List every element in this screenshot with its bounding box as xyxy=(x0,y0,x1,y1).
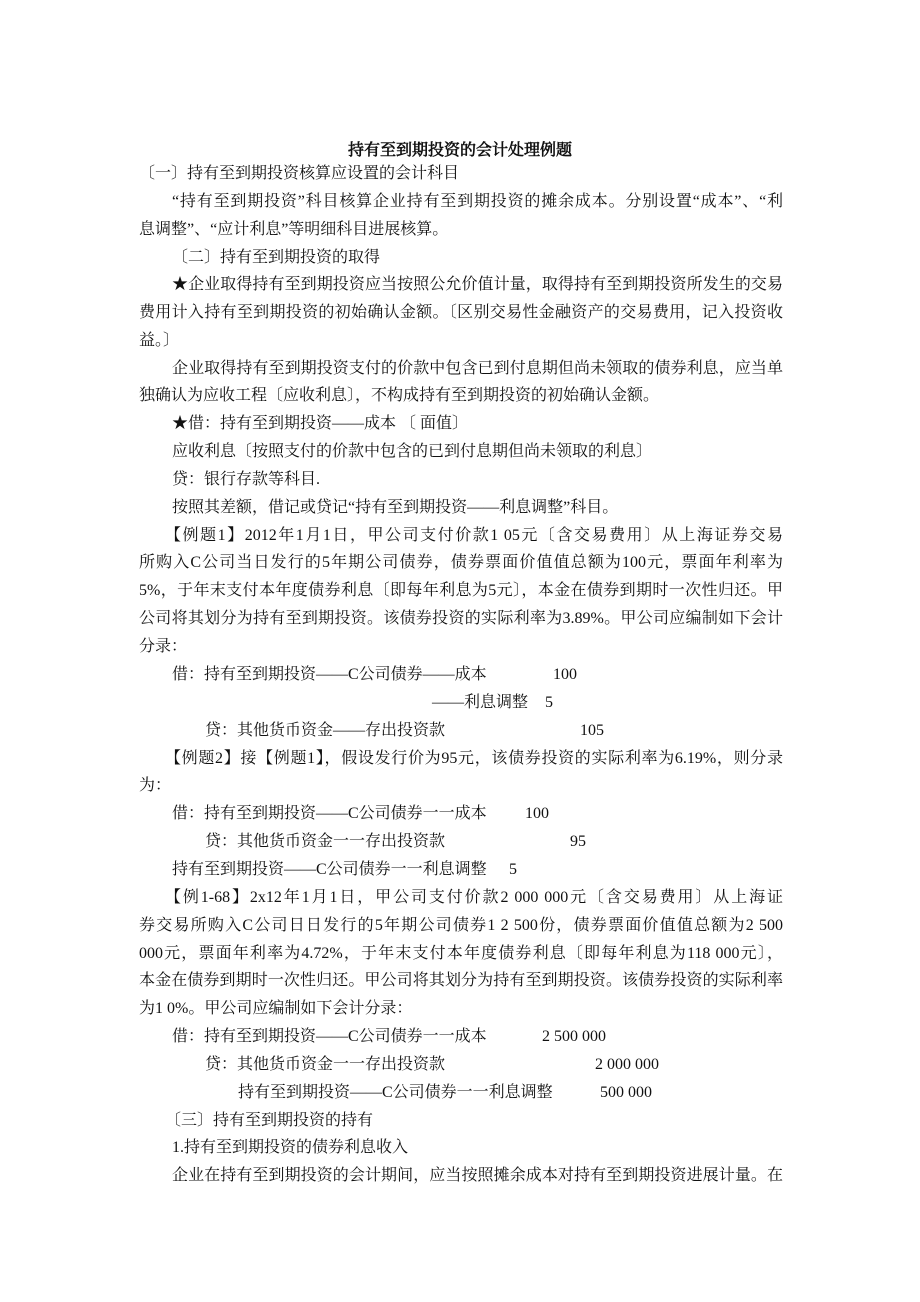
paragraph-line: ★借：持有至到期投资——成本 〔 面值〕 xyxy=(172,415,469,432)
entry-amount: 100 xyxy=(553,666,577,683)
section-heading: 〔三〕持有至到期投资的持有 xyxy=(165,1112,374,1129)
paragraph-line: 独确认为应收工程〔应收利息〕，不构成持有至到期投资的初始确认金额。 xyxy=(139,387,660,404)
paragraph-line: 分录： xyxy=(139,638,188,655)
subsection-heading: 1.持有至到期投资的债券利息收入 xyxy=(172,1139,409,1156)
paragraph-line: 【例题2】接【例题1】，假设发行价为95元，该债券投资的实际利率为6.19%，则分录 xyxy=(165,750,783,767)
paragraph-line: 000元，票面年利率为4.72%，于年末支付本年度债券利息〔即每年利息为118 000元〕， xyxy=(139,945,783,962)
paragraph-line: 企业在持有至到期投资的会计期间，应当按照摊余成本对持有至到期投资进展计量。在 xyxy=(172,1167,783,1184)
entry-amount: 5 xyxy=(509,861,517,878)
paragraph-line: 【例1-68】2x12年1月1日，甲公司支付价款2 000 000元〔含交易费用〕从上海证 xyxy=(165,889,783,906)
entry-account: 持有至到期投资——C公司债券一一利息调整 xyxy=(172,861,487,878)
entry-account: 借：持有至到期投资——C公司债券一一成本 xyxy=(172,805,487,822)
entry-amount: 5 xyxy=(545,694,553,711)
entry-amount: 95 xyxy=(570,833,586,850)
paragraph-line: 公司将其划分为持有至到期投资。该债券投资的实际利率为3.89%。甲公司应编制如下会计 xyxy=(139,610,783,627)
entry-account: ——利息调整 xyxy=(432,694,529,711)
document-title: 持有至到期投资的会计处理例题 xyxy=(347,140,572,159)
paragraph-line: 5%，于年末支付本年度债券利息〔即每年利息为5元〕，本金在债券到期时一次性归还。甲 xyxy=(139,582,783,599)
entry-amount: 105 xyxy=(580,722,604,739)
paragraph-line: 贷：银行存款等科目. xyxy=(172,471,321,488)
section-heading: 〔二〕持有至到期投资的取得 xyxy=(172,249,381,266)
paragraph-line: 息调整”、“应计利息”等明细科目进展核算。 xyxy=(139,221,449,238)
paragraph-line: 所购入C公司当日发行的5年期公司债券，债券票面价值值总额为100元，票面年利率为 xyxy=(139,554,783,571)
entry-account: 贷：其他货币资金——存出投资款 xyxy=(205,722,446,739)
paragraph-line: 【例题1】2012年1月1日，甲公司支付价款1 05元〔含交易费用〕从上海证券交易 xyxy=(165,527,783,544)
paragraph-line: 益。〕 xyxy=(139,332,180,349)
entry-account: 贷：其他货币资金一一存出投资款 xyxy=(205,1056,446,1073)
entry-account: 贷：其他货币资金一一存出投资款 xyxy=(205,833,446,850)
paragraph-line: 按照其差额，借记或贷记“持有至到期投资——利息调整”科目。 xyxy=(172,499,619,516)
section-heading: 〔一〕持有至到期投资核算应设置的会计科目 xyxy=(139,165,460,182)
entry-account: 持有至到期投资——C公司债券一一利息调整 xyxy=(238,1084,553,1101)
paragraph-line: ★企业取得持有至到期投资应当按照公允价值计量，取得持有至到期投资所发生的交易 xyxy=(172,276,783,293)
paragraph-line: 券交易所购入C公司日日发行的5年期公司债券1 2 500份，债券票面价值值总额为2 500 xyxy=(139,917,783,934)
entry-account: 借：持有至到期投资——C公司债券——成本 xyxy=(172,666,487,683)
paragraph-line: 费用计入持有至到期投资的初始确认金额。〔区别交易性金融资产的交易费用，记入投资收 xyxy=(139,304,783,321)
paragraph-line: 企业取得持有至到期投资支付的价款中包含已到付息期但尚未领取的债券利息，应当单 xyxy=(172,360,783,377)
paragraph-line: 为1 0%。甲公司应编制如下会计分录： xyxy=(139,1000,413,1017)
entry-amount: 2 500 000 xyxy=(542,1028,606,1045)
entry-amount: 100 xyxy=(525,805,549,822)
entry-amount: 500 000 xyxy=(600,1084,652,1101)
paragraph-line: 为： xyxy=(139,777,172,794)
paragraph-line: 本金在债券到期时一次性归还。甲公司将其划分为持有至到期投资。该债券投资的实际利率 xyxy=(139,972,783,989)
paragraph-line: “持有至到期投资”科目核算企业持有至到期投资的摊余成本。分别设置“成本”、“利 xyxy=(172,193,783,210)
entry-amount: 2 000 000 xyxy=(595,1056,659,1073)
paragraph-line: 应收利息〔按照支付的价款中包含的已到付息期但尚未领取的利息〕 xyxy=(172,443,653,460)
entry-account: 借：持有至到期投资——C公司债券一一成本 xyxy=(172,1028,487,1045)
